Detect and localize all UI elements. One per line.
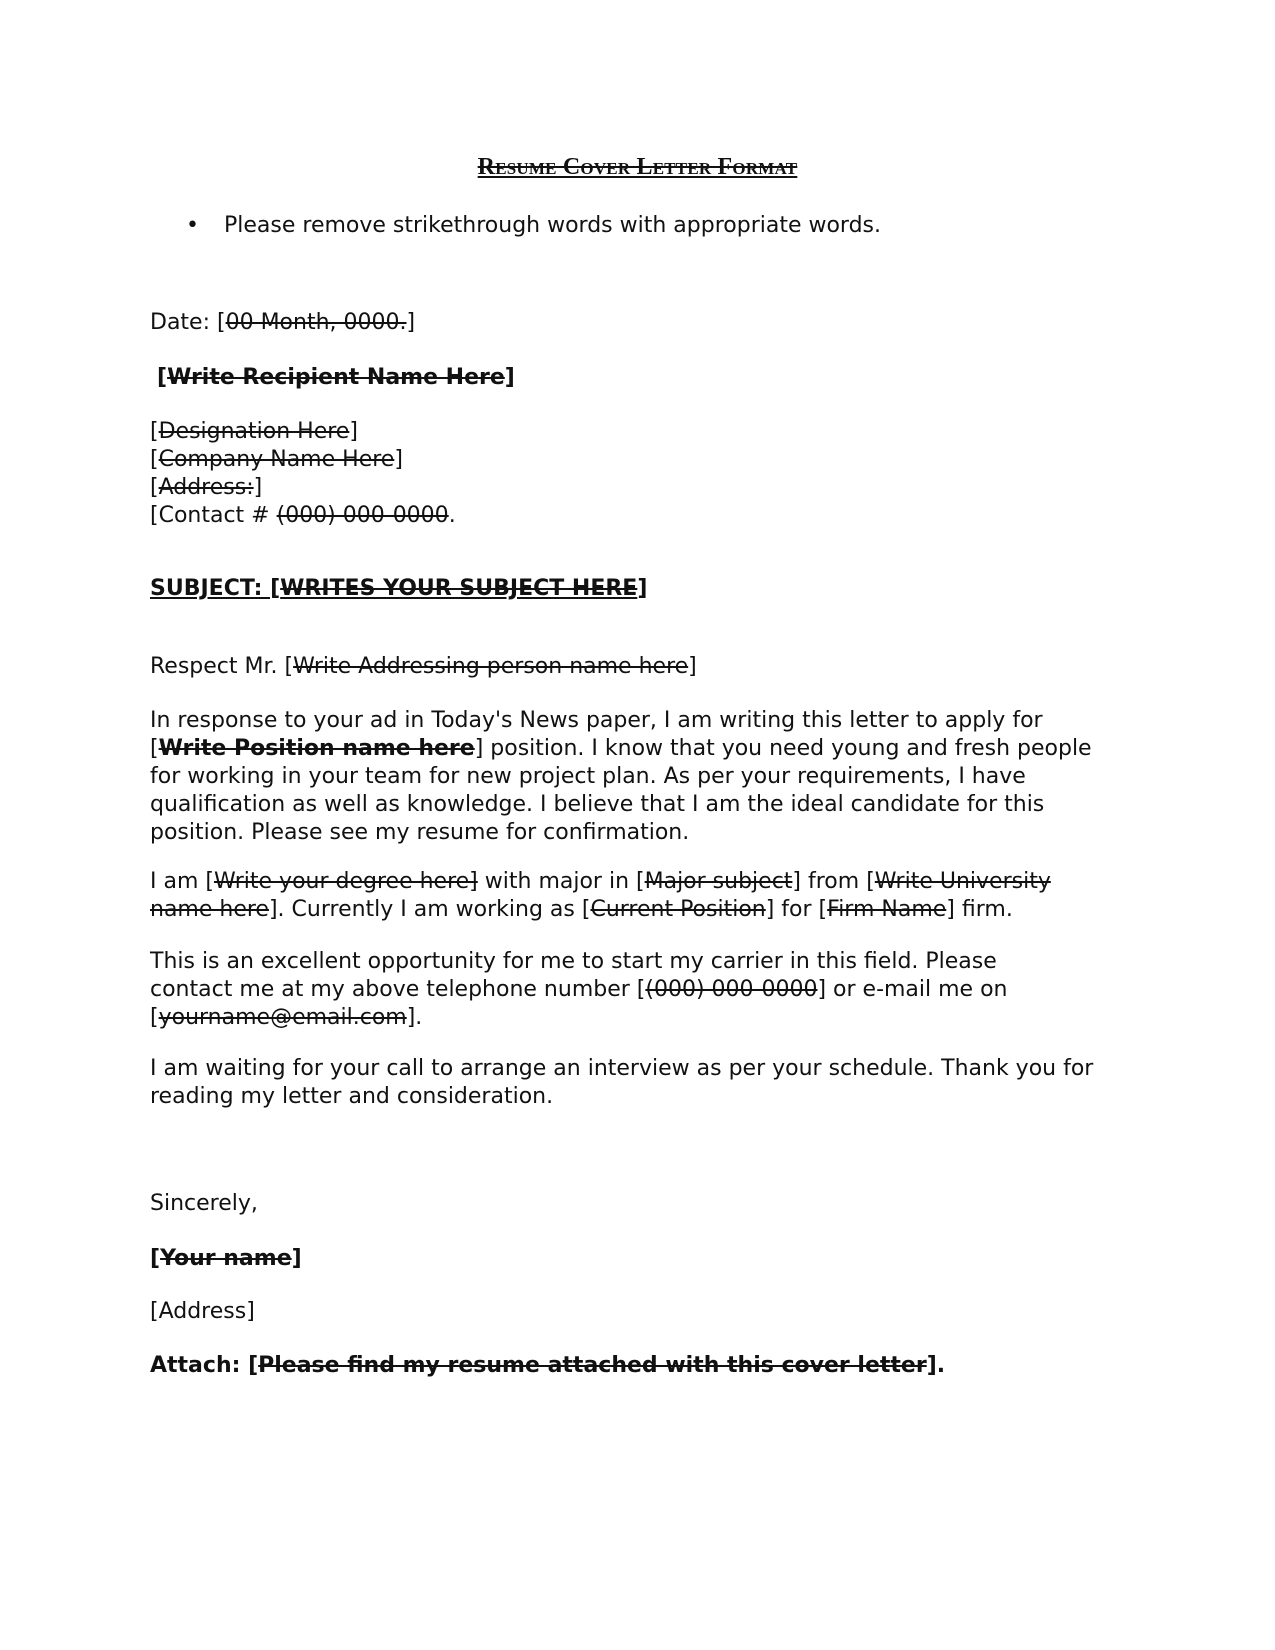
signature-close: ] (291, 1246, 302, 1271)
closing: Sincerely, (150, 1191, 258, 1216)
salutation-value: Write Addressing person name here (293, 654, 689, 679)
para2-strike-4: Current Position (590, 897, 766, 922)
address-close: ] (253, 475, 263, 500)
recipient-details (150, 418, 1130, 530)
bullet-icon: • (186, 213, 199, 238)
sender-address: [Address] (150, 1299, 255, 1324)
para2-text-2: with major in [ (477, 869, 645, 894)
attach-label: Attach: [ (150, 1353, 259, 1378)
attach-line (150, 1352, 1130, 1380)
recipient-open: [ (157, 365, 168, 390)
contact-close: . (448, 503, 456, 528)
para1-text-2: ] position. I know that you need young and fresh people for working in your team for new project plan. As per your requirements, I have qualification as well as knowledge. I believe that I am the ideal candidate for this position. Please see my resume for confirmation. (150, 736, 1092, 845)
address-value: Address: (158, 475, 254, 500)
designation-open: [ (150, 419, 159, 444)
subject-value: WRITES YOUR SUBJECT HERE (280, 576, 638, 601)
para2-text-5: ] for [ (765, 897, 828, 922)
para3-text-2: ] or e-mail me on [ (150, 977, 1008, 1030)
salutation-close: ] (688, 654, 697, 679)
company-close: ] (394, 447, 403, 472)
instruction-bullet (186, 213, 881, 238)
designation-close: ] (349, 419, 358, 444)
para2-text-3: ] from [ (792, 869, 875, 894)
para2-strike-2: Major subject (644, 869, 793, 894)
contact-value: (000) 000-0000 (276, 503, 449, 528)
recipient-close: ] (504, 365, 515, 390)
paragraph-4: I am waiting for your call to arrange an interview as per your schedule. Thank you for reading my letter and consideration. (150, 1056, 1094, 1109)
date-close: ] (406, 310, 416, 335)
attach-value: Please find my resume attached with this cover letter (258, 1353, 927, 1378)
subject-line (150, 575, 1130, 603)
para2-text-6: ] firm. (946, 897, 1013, 922)
paragraph-3 (150, 948, 1050, 1032)
paragraph-1 (150, 707, 1110, 847)
para2-text-4: ]. Currently I am working as [ (268, 897, 591, 922)
para2-strike-3: Write University name here (150, 869, 1051, 922)
salutation-label: Respect Mr. [ (150, 654, 294, 679)
recipient-line (157, 364, 1137, 392)
date-label: Date: [ (150, 310, 226, 335)
date-value: 00 Month, 0000. (225, 310, 407, 335)
para1-strike-1: Write Position name here (158, 736, 475, 761)
instruction-text: Please remove strikethrough words with appropriate words. (224, 213, 882, 238)
company-value: Company Name Here (158, 447, 395, 472)
recipient-value: Write Recipient Name Here (167, 365, 505, 390)
document-title: Resume Cover Letter Format (477, 154, 798, 180)
contact-line (150, 502, 1130, 530)
paragraph-2 (150, 868, 1110, 924)
designation-line (150, 418, 1130, 446)
signature-open: [ (150, 1246, 161, 1271)
signature-value: Your name (160, 1246, 292, 1271)
subject-label: SUBJECT: [ (150, 576, 281, 601)
designation-value: Designation Here (158, 419, 350, 444)
attach-close: ]. (926, 1353, 946, 1378)
para3-strike-1: (000) 000-0000 (645, 977, 818, 1002)
para2-strike-5: Firm Name (827, 897, 947, 922)
para2-strike-1: Write your degree here] (213, 869, 478, 894)
para2-text-1: I am [ (150, 869, 214, 894)
contact-label: [Contact # (150, 503, 277, 528)
signature-line (150, 1245, 1130, 1273)
subject-close: ] (637, 576, 648, 601)
para3-text-3: ]. (406, 1005, 423, 1030)
para1-text-1: In response to your ad in Today's News paper, I am writing this letter to apply for [ (150, 708, 1043, 761)
company-open: [ (150, 447, 159, 472)
address-line (150, 474, 1130, 502)
date-line (150, 309, 1130, 337)
company-line (150, 446, 1130, 474)
para3-strike-2: yourname@email.com (158, 1005, 407, 1030)
address-open: [ (150, 475, 159, 500)
salutation-line (150, 653, 1130, 681)
para3-text-1: This is an excellent opportunity for me to start my carrier in this field. Please contact me at my above telephone number [ (150, 949, 997, 1002)
